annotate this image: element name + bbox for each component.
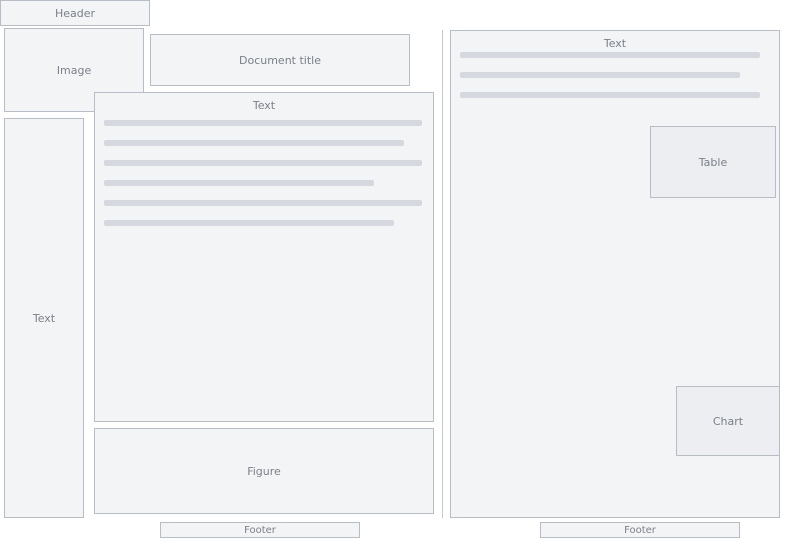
- left-text-line: [104, 220, 394, 226]
- right-text-line: [460, 72, 740, 78]
- left-text-line: [104, 120, 422, 126]
- viewer-banner: [0, 0, 150, 26]
- figure-diagram-label: Figure: [247, 464, 281, 478]
- left-text-line: [104, 140, 404, 146]
- footer-left: [160, 522, 360, 538]
- column-divider: [442, 30, 443, 518]
- qr-image-label: Image: [56, 63, 92, 77]
- right-text-line: [460, 52, 760, 58]
- side-margin-label: Text: [32, 311, 56, 325]
- side-margin: [4, 118, 84, 518]
- right-column-label: Text: [603, 37, 627, 50]
- viewer-banner-label: Header: [54, 6, 96, 20]
- right-text-line: [460, 92, 760, 98]
- document-title: [150, 34, 410, 86]
- bar-chart: [676, 386, 780, 456]
- data-table: [650, 126, 776, 198]
- left-text-line: [104, 200, 422, 206]
- left-column-label: Text: [252, 99, 276, 112]
- footer-left-label: Footer: [244, 524, 276, 536]
- bar-chart-label: Chart: [712, 414, 744, 428]
- left-text-line: [104, 160, 422, 166]
- data-table-label: Table: [698, 155, 728, 169]
- footer-right: [540, 522, 740, 538]
- left-text-line: [104, 180, 374, 186]
- figure-diagram: [94, 428, 434, 514]
- footer-right-label: Footer: [624, 524, 656, 536]
- document-title-label: Document title: [239, 53, 321, 67]
